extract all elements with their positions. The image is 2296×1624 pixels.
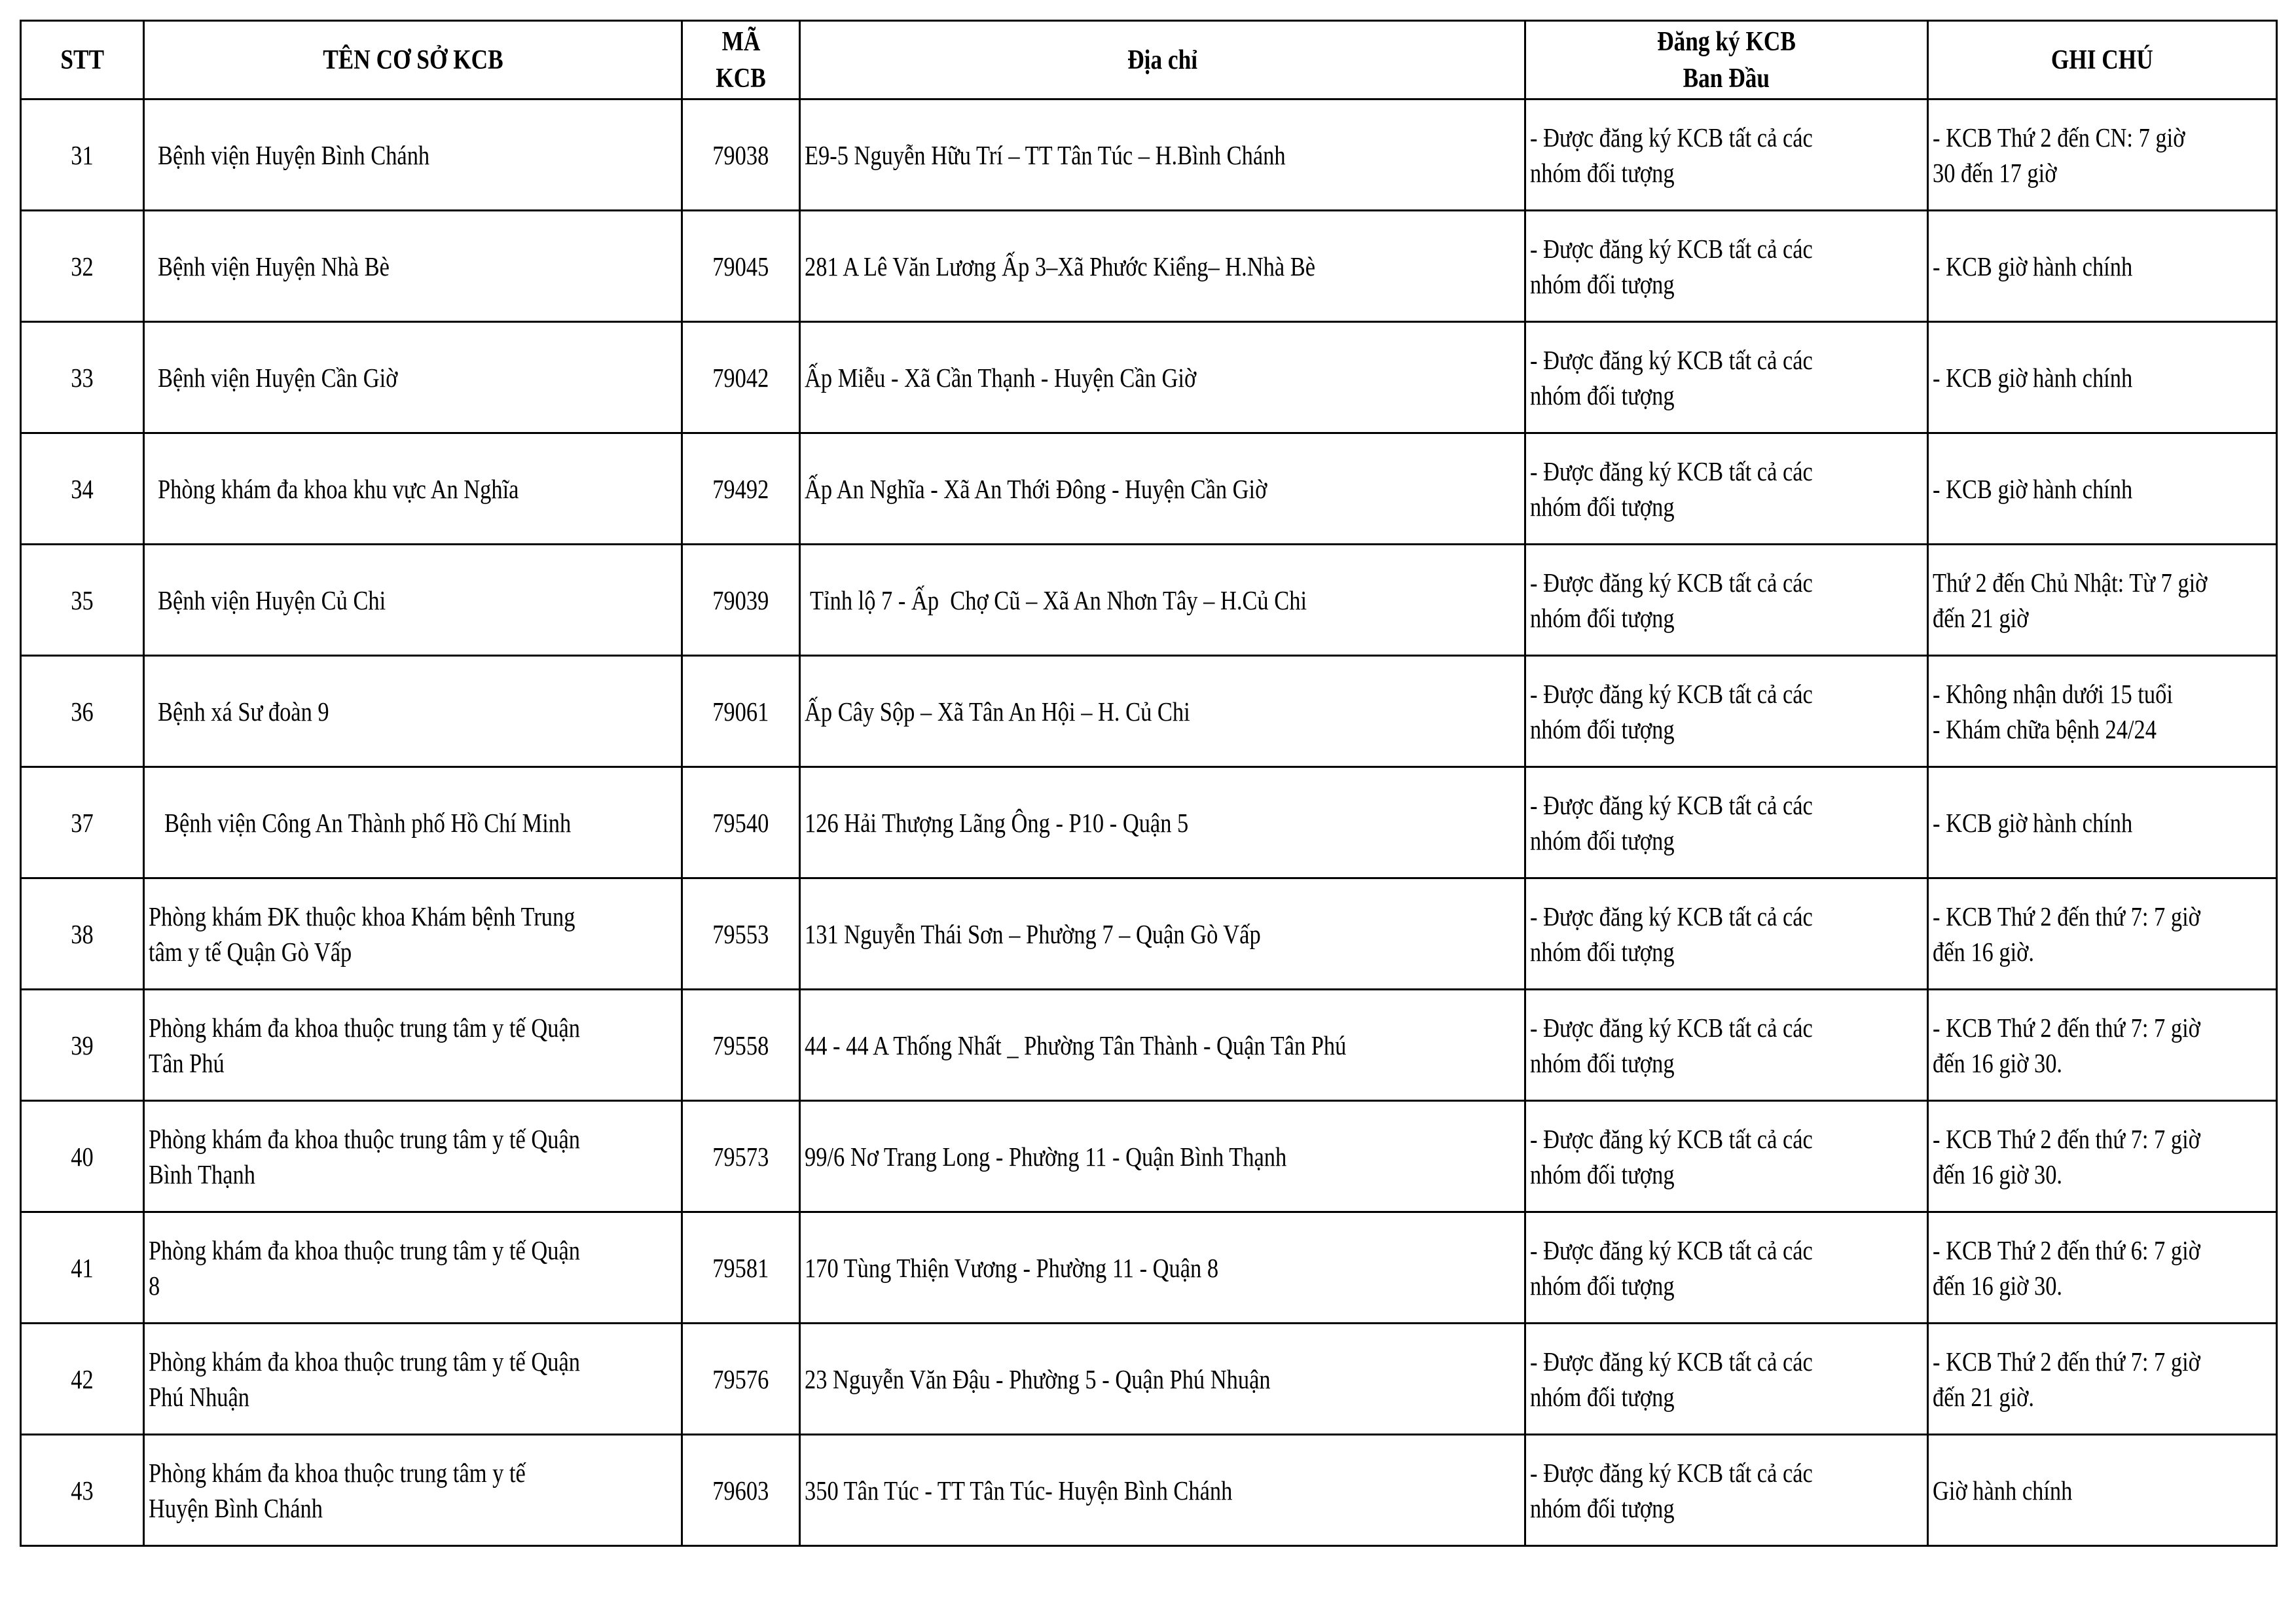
facility-name-line: Phòng khám đa khoa thuộc trung tâm y tế bbox=[149, 1457, 526, 1488]
facility-name-line: Tân Phú bbox=[149, 1047, 225, 1078]
facility-code: 79061 bbox=[712, 696, 769, 727]
facility-code: 79581 bbox=[712, 1252, 769, 1283]
cell-address bbox=[800, 322, 1525, 433]
registration-line: nhóm đối tượng bbox=[1530, 825, 1675, 856]
row-number: 40 bbox=[71, 1141, 94, 1172]
cell-registration bbox=[1525, 1435, 1928, 1546]
note-line: - KCB Thứ 2 đến thứ 7: 7 giờ bbox=[1933, 1012, 2200, 1043]
cell-facility-name bbox=[144, 1324, 682, 1435]
note-line: đến 21 giờ bbox=[1933, 602, 2029, 633]
facility-code: 79038 bbox=[712, 139, 769, 170]
facility-code: 79553 bbox=[712, 918, 769, 949]
row-number: 37 bbox=[71, 807, 94, 838]
cell-facility-name bbox=[144, 990, 682, 1101]
note-line: đến 16 giờ 30. bbox=[1933, 1159, 2063, 1189]
cell-note bbox=[1928, 545, 2277, 656]
facility-address: 126 Hải Thượng Lãng Ông - P10 - Quận 5 bbox=[805, 807, 1189, 838]
cell-facility-code bbox=[682, 656, 800, 767]
facility-name-line: Bệnh viện Công An Thành phố Hồ Chí Minh bbox=[164, 807, 572, 838]
cell-address bbox=[800, 990, 1525, 1101]
note-line: - Không nhận dưới 15 tuổi bbox=[1933, 678, 2173, 709]
row-number: 41 bbox=[71, 1252, 94, 1283]
table-row bbox=[21, 1324, 2277, 1435]
cell-facility-code bbox=[682, 1212, 800, 1324]
row-number: 35 bbox=[71, 585, 94, 615]
table-body bbox=[21, 99, 2277, 1546]
facility-code: 79576 bbox=[712, 1363, 769, 1394]
facility-table bbox=[20, 20, 2278, 1547]
cell-note bbox=[1928, 99, 2277, 211]
registration-line: - Được đăng ký KCB tất cả các bbox=[1530, 1012, 1813, 1043]
cell-note bbox=[1928, 878, 2277, 990]
cell-facility-code bbox=[682, 1101, 800, 1212]
cell-facility-code bbox=[682, 990, 800, 1101]
table-row bbox=[21, 433, 2277, 545]
registration-line: - Được đăng ký KCB tất cả các bbox=[1530, 789, 1813, 820]
facility-name-line: Phòng khám ĐK thuộc khoa Khám bệnh Trung bbox=[149, 901, 575, 931]
cell-facility-code bbox=[682, 545, 800, 656]
facility-address: 170 Tùng Thiện Vương - Phường 11 - Quận 8 bbox=[805, 1252, 1219, 1283]
cell-registration bbox=[1525, 322, 1928, 433]
registration-line: nhóm đối tượng bbox=[1530, 936, 1675, 967]
registration-line: nhóm đối tượng bbox=[1530, 713, 1675, 744]
registration-line: - Được đăng ký KCB tất cả các bbox=[1530, 567, 1813, 598]
cell-note bbox=[1928, 211, 2277, 322]
cell-note bbox=[1928, 767, 2277, 878]
note-line: - KCB giờ hành chính bbox=[1933, 251, 2133, 281]
cell-note bbox=[1928, 990, 2277, 1101]
row-number: 38 bbox=[71, 918, 94, 949]
header-note-label: GHI CHÚ bbox=[2051, 45, 2153, 75]
cell-address bbox=[800, 767, 1525, 878]
cell-note bbox=[1928, 1212, 2277, 1324]
table-row bbox=[21, 99, 2277, 211]
cell-facility-code bbox=[682, 433, 800, 545]
cell-stt bbox=[21, 545, 144, 656]
note-line: - KCB Thứ 2 đến CN: 7 giờ bbox=[1933, 122, 2185, 153]
registration-line: nhóm đối tượng bbox=[1530, 602, 1675, 633]
registration-line: nhóm đối tượng bbox=[1530, 1270, 1675, 1301]
cell-stt bbox=[21, 1435, 144, 1546]
table-row bbox=[21, 545, 2277, 656]
header-stt-label: STT bbox=[60, 45, 104, 75]
header-registration bbox=[1525, 21, 1928, 99]
note-line: đến 16 giờ 30. bbox=[1933, 1047, 2063, 1078]
cell-facility-name bbox=[144, 767, 682, 878]
facility-name-line: tâm y tế Quận Gò Vấp bbox=[149, 936, 352, 967]
note-line: 30 đến 17 giờ bbox=[1933, 157, 2057, 188]
note-line: - KCB Thứ 2 đến thứ 7: 7 giờ bbox=[1933, 1123, 2200, 1154]
cell-registration bbox=[1525, 878, 1928, 990]
registration-line: nhóm đối tượng bbox=[1530, 380, 1675, 410]
cell-address bbox=[800, 99, 1525, 211]
facility-address: Ấp Cây Sộp – Xã Tân An Hội – H. Củ Chi bbox=[805, 696, 1190, 727]
facility-name-line: Huyện Bình Chánh bbox=[149, 1492, 323, 1523]
registration-line: - Được đăng ký KCB tất cả các bbox=[1530, 122, 1813, 153]
row-number: 39 bbox=[71, 1030, 94, 1060]
row-number: 36 bbox=[71, 696, 94, 727]
registration-line: - Được đăng ký KCB tất cả các bbox=[1530, 1235, 1813, 1265]
facility-address: 281 A Lê Văn Lương Ấp 3–Xã Phước Kiểng– H.Nhà Bè bbox=[805, 251, 1316, 281]
note-line: - KCB giờ hành chính bbox=[1933, 362, 2133, 393]
cell-facility-name bbox=[144, 656, 682, 767]
cell-stt bbox=[21, 99, 144, 211]
cell-note bbox=[1928, 1101, 2277, 1212]
facility-name-line: Bệnh viện Huyện Cần Giờ bbox=[158, 362, 398, 393]
facility-address: Tỉnh lộ 7 - Ấp Chợ Cũ – Xã An Nhơn Tây – H.Củ Chi bbox=[805, 585, 1307, 615]
cell-stt bbox=[21, 433, 144, 545]
header-name bbox=[144, 21, 682, 99]
facility-name-line: Phòng khám đa khoa thuộc trung tâm y tế Quận bbox=[149, 1235, 581, 1265]
cell-address bbox=[800, 433, 1525, 545]
facility-name-line: Bệnh viện Huyện Củ Chi bbox=[158, 585, 386, 615]
facility-name-line: 8 bbox=[149, 1270, 160, 1301]
note-line: - KCB Thứ 2 đến thứ 7: 7 giờ bbox=[1933, 1346, 2200, 1377]
facility-code: 79039 bbox=[712, 585, 769, 615]
registration-line: nhóm đối tượng bbox=[1530, 1047, 1675, 1078]
cell-facility-code bbox=[682, 322, 800, 433]
registration-line: nhóm đối tượng bbox=[1530, 1492, 1675, 1523]
cell-address bbox=[800, 545, 1525, 656]
facility-code: 79558 bbox=[712, 1030, 769, 1060]
registration-line: - Được đăng ký KCB tất cả các bbox=[1530, 901, 1813, 931]
cell-registration bbox=[1525, 1101, 1928, 1212]
facility-address: 131 Nguyễn Thái Sơn – Phường 7 – Quận Gò Vấp bbox=[805, 918, 1261, 949]
facility-name-line: Phòng khám đa khoa thuộc trung tâm y tế Quận bbox=[149, 1012, 581, 1043]
note-line: Thứ 2 đến Chủ Nhật: Từ 7 giờ bbox=[1933, 567, 2208, 598]
header-code-line1: MÃ bbox=[721, 26, 760, 57]
registration-line: - Được đăng ký KCB tất cả các bbox=[1530, 678, 1813, 709]
cell-facility-name bbox=[144, 1212, 682, 1324]
note-line: - KCB Thứ 2 đến thứ 6: 7 giờ bbox=[1933, 1235, 2200, 1265]
cell-registration bbox=[1525, 211, 1928, 322]
cell-facility-name bbox=[144, 878, 682, 990]
cell-note bbox=[1928, 1435, 2277, 1546]
cell-facility-name bbox=[144, 1435, 682, 1546]
cell-facility-name bbox=[144, 99, 682, 211]
cell-address bbox=[800, 211, 1525, 322]
cell-facility-name bbox=[144, 433, 682, 545]
cell-registration bbox=[1525, 433, 1928, 545]
cell-stt bbox=[21, 990, 144, 1101]
table-row bbox=[21, 990, 2277, 1101]
header-stt bbox=[21, 21, 144, 99]
cell-note bbox=[1928, 322, 2277, 433]
cell-stt bbox=[21, 1324, 144, 1435]
header-code-line2: KCB bbox=[716, 63, 766, 94]
facility-name-line: Phòng khám đa khoa thuộc trung tâm y tế Quận bbox=[149, 1346, 581, 1377]
cell-note bbox=[1928, 656, 2277, 767]
facility-name-line: Bệnh viện Huyện Nhà Bè bbox=[158, 251, 390, 281]
row-number: 34 bbox=[71, 473, 94, 504]
registration-line: - Được đăng ký KCB tất cả các bbox=[1530, 1346, 1813, 1377]
registration-line: nhóm đối tượng bbox=[1530, 1159, 1675, 1189]
registration-line: nhóm đối tượng bbox=[1530, 268, 1675, 299]
row-number: 43 bbox=[71, 1475, 94, 1506]
header-name-label: TÊN CƠ SỞ KCB bbox=[322, 45, 503, 75]
note-line: đến 16 giờ 30. bbox=[1933, 1270, 2063, 1301]
row-number: 31 bbox=[71, 139, 94, 170]
cell-address bbox=[800, 1324, 1525, 1435]
facility-name-line: Phòng khám đa khoa khu vực An Nghĩa bbox=[158, 473, 519, 504]
note-line: - KCB giờ hành chính bbox=[1933, 807, 2133, 838]
table-row bbox=[21, 656, 2277, 767]
registration-line: - Được đăng ký KCB tất cả các bbox=[1530, 344, 1813, 375]
cell-facility-name bbox=[144, 545, 682, 656]
facility-code: 79573 bbox=[712, 1141, 769, 1172]
facility-name-line: Phòng khám đa khoa thuộc trung tâm y tế Quận bbox=[149, 1123, 581, 1154]
table-row bbox=[21, 322, 2277, 433]
registration-line: - Được đăng ký KCB tất cả các bbox=[1530, 1123, 1813, 1154]
facility-code: 79603 bbox=[712, 1475, 769, 1506]
cell-stt bbox=[21, 322, 144, 433]
note-line: Giờ hành chính bbox=[1933, 1475, 2073, 1506]
header-note bbox=[1928, 21, 2277, 99]
facility-name-line: Bệnh xá Sư đoàn 9 bbox=[158, 696, 329, 727]
header-code bbox=[682, 21, 800, 99]
facility-address: 44 - 44 A Thống Nhất _ Phường Tân Thành - Quận Tân Phú bbox=[805, 1030, 1347, 1060]
header-registration-line2: Ban Đầu bbox=[1683, 63, 1770, 94]
table-row bbox=[21, 878, 2277, 990]
cell-registration bbox=[1525, 767, 1928, 878]
cell-stt bbox=[21, 878, 144, 990]
registration-line: nhóm đối tượng bbox=[1530, 1381, 1675, 1412]
row-number: 32 bbox=[71, 251, 94, 281]
cell-registration bbox=[1525, 656, 1928, 767]
cell-address bbox=[800, 878, 1525, 990]
cell-facility-code bbox=[682, 1435, 800, 1546]
cell-facility-name bbox=[144, 322, 682, 433]
cell-facility-code bbox=[682, 767, 800, 878]
registration-line: nhóm đối tượng bbox=[1530, 157, 1675, 188]
table-row bbox=[21, 1212, 2277, 1324]
cell-facility-name bbox=[144, 211, 682, 322]
facility-address: 350 Tân Túc - TT Tân Túc- Huyện Bình Chánh bbox=[805, 1475, 1233, 1506]
note-line: - KCB giờ hành chính bbox=[1933, 473, 2133, 504]
facility-code: 79540 bbox=[712, 807, 769, 838]
cell-facility-code bbox=[682, 99, 800, 211]
note-line: - Khám chữa bệnh 24/24 bbox=[1933, 713, 2157, 744]
cell-stt bbox=[21, 1212, 144, 1324]
registration-line: - Được đăng ký KCB tất cả các bbox=[1530, 1457, 1813, 1488]
note-line: - KCB Thứ 2 đến thứ 7: 7 giờ bbox=[1933, 901, 2200, 931]
table-row bbox=[21, 767, 2277, 878]
header-address bbox=[800, 21, 1525, 99]
facility-code: 79492 bbox=[712, 473, 769, 504]
facility-name-line: Phú Nhuận bbox=[149, 1381, 250, 1412]
cell-registration bbox=[1525, 1324, 1928, 1435]
cell-registration bbox=[1525, 990, 1928, 1101]
table-row bbox=[21, 1435, 2277, 1546]
header-row bbox=[21, 21, 2277, 99]
cell-note bbox=[1928, 433, 2277, 545]
note-line: đến 21 giờ. bbox=[1933, 1381, 2035, 1412]
facility-address: 23 Nguyễn Văn Đậu - Phường 5 - Quận Phú Nhuận bbox=[805, 1363, 1271, 1394]
facility-code: 79045 bbox=[712, 251, 769, 281]
header-registration-line1: Đăng ký KCB bbox=[1657, 26, 1796, 57]
facility-address: Ấp An Nghĩa - Xã An Thới Đông - Huyện Cần Giờ bbox=[805, 473, 1267, 504]
cell-facility-code bbox=[682, 1324, 800, 1435]
cell-stt bbox=[21, 1101, 144, 1212]
facility-name-line: Bệnh viện Huyện Bình Chánh bbox=[158, 139, 430, 170]
cell-address bbox=[800, 1435, 1525, 1546]
cell-facility-code bbox=[682, 878, 800, 990]
facility-address: E9-5 Nguyễn Hữu Trí – TT Tân Túc – H.Bình Chánh bbox=[805, 139, 1286, 170]
cell-stt bbox=[21, 767, 144, 878]
registration-line: - Được đăng ký KCB tất cả các bbox=[1530, 456, 1813, 486]
cell-address bbox=[800, 656, 1525, 767]
cell-address bbox=[800, 1101, 1525, 1212]
table-row bbox=[21, 211, 2277, 322]
registration-line: - Được đăng ký KCB tất cả các bbox=[1530, 233, 1813, 264]
cell-registration bbox=[1525, 1212, 1928, 1324]
facility-code: 79042 bbox=[712, 362, 769, 393]
cell-address bbox=[800, 1212, 1525, 1324]
cell-stt bbox=[21, 211, 144, 322]
registration-line: nhóm đối tượng bbox=[1530, 491, 1675, 522]
table-row bbox=[21, 1101, 2277, 1212]
facility-address: Ấp Miễu - Xã Cần Thạnh - Huyện Cần Giờ bbox=[805, 362, 1197, 393]
header-address-label: Địa chỉ bbox=[1127, 45, 1197, 75]
note-line: đến 16 giờ. bbox=[1933, 936, 2035, 967]
cell-registration bbox=[1525, 545, 1928, 656]
row-number: 42 bbox=[71, 1363, 94, 1394]
facility-address: 99/6 Nơ Trang Long - Phường 11 - Quận Bình Thạnh bbox=[805, 1141, 1287, 1172]
cell-note bbox=[1928, 1324, 2277, 1435]
cell-registration bbox=[1525, 99, 1928, 211]
cell-stt bbox=[21, 656, 144, 767]
row-number: 33 bbox=[71, 362, 94, 393]
cell-facility-code bbox=[682, 211, 800, 322]
facility-name-line: Bình Thạnh bbox=[149, 1159, 255, 1189]
cell-facility-name bbox=[144, 1101, 682, 1212]
